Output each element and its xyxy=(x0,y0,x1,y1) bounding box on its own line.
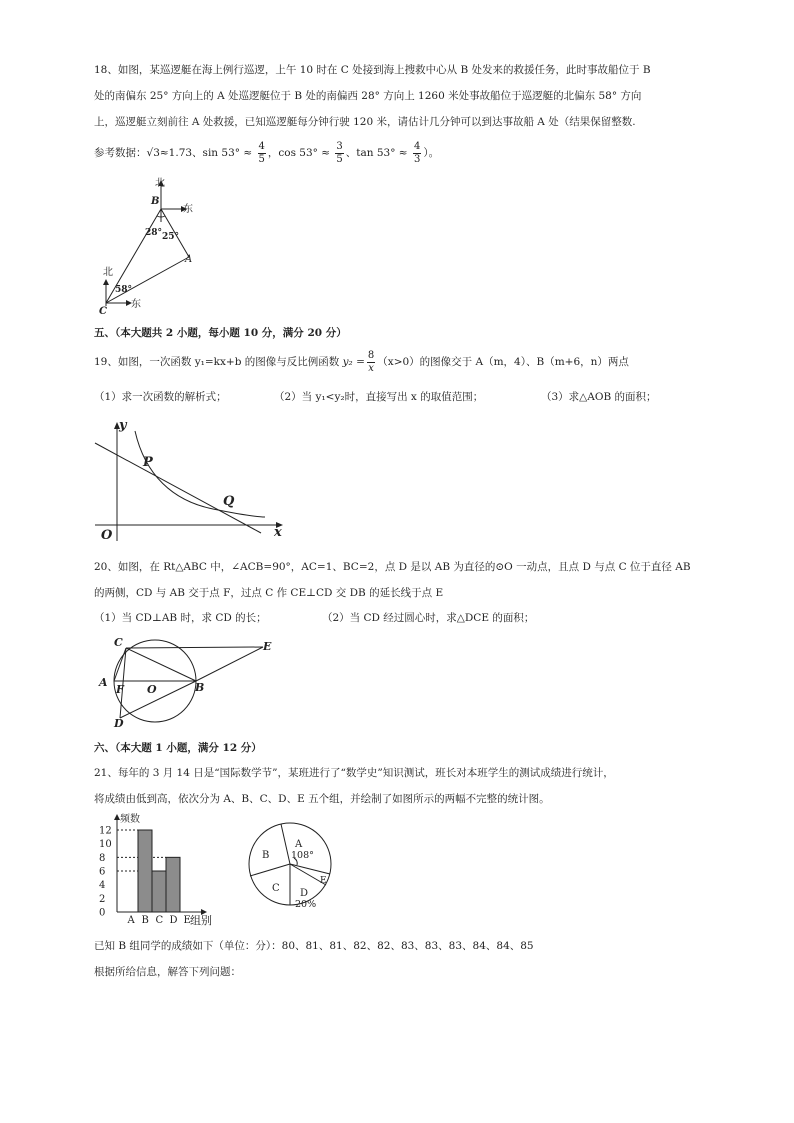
bar-D xyxy=(166,857,180,912)
point-c: C xyxy=(99,306,107,317)
pie-divider-a-e xyxy=(290,864,330,874)
origin-label: O xyxy=(101,528,113,543)
q20-line-2: 的两侧，CD 与 AB 交于点 F，过点 C 作 CE⊥CD 交 DB 的延长线于点 E xyxy=(94,587,444,599)
segment-ce xyxy=(126,647,263,648)
point-b: B xyxy=(151,196,160,207)
north-label-c: 北 xyxy=(103,267,113,278)
segment-ca xyxy=(106,257,189,303)
q18-figure xyxy=(95,178,205,318)
pie-label-e: E xyxy=(320,876,327,886)
q18-reference-data: 参考数据：√3≈1.73、sin 53° ≈ $\frac{4}{5}$ ，cos 53° ≈ $\frac{3}{5}$ 、tan 53° ≈ $\frac{4}{3}$ ）。 xyxy=(94,140,440,165)
pie-label-c: C xyxy=(272,883,280,894)
angle-58: 58° xyxy=(115,285,133,295)
q18-line-2: 处的南偏东 25° 方向上的 A 处巡逻艇位于 B 处的南偏西 28° 方向上 1260 米处事故船位于巡逻艇的北偏东 58° 方向 xyxy=(94,90,642,102)
q19-part-1: （1）求一次函数的解析式； xyxy=(94,391,227,403)
point-o: O xyxy=(147,683,157,696)
bar-x-label: 组别 xyxy=(190,914,212,927)
point-d: D xyxy=(114,717,124,730)
bar-xtick-C: C xyxy=(155,915,164,926)
bar-xtick-E: E xyxy=(183,915,191,926)
bar-ytick-0: 0 xyxy=(99,907,106,919)
bar-ytick-10: 10 xyxy=(99,839,112,851)
angle-28: 28° xyxy=(145,228,163,238)
point-a: A xyxy=(185,254,193,265)
point-p: P xyxy=(143,455,153,470)
bar-xtick-D: D xyxy=(169,915,178,926)
q19-fraction: $\frac{8}{x}$ xyxy=(367,349,375,374)
pie-divider-a-b xyxy=(281,824,290,864)
q19-part-2: （2）当 y₁<y₂时，直接写出 x 的取值范围； xyxy=(274,391,484,403)
segment-be xyxy=(196,647,263,681)
q21-pie-chart xyxy=(245,814,335,914)
bar-ytick-12: 12 xyxy=(99,825,112,837)
bar-xtick-B: B xyxy=(141,915,149,926)
pie-divider-c-b xyxy=(250,864,290,876)
point-f: F xyxy=(116,683,124,696)
q20-part-1: （1）当 CD⊥AB 时，求 CD 的长； xyxy=(94,612,267,624)
bar-xtick-A: A xyxy=(127,915,135,926)
q20-line-1: 20、如图，在 Rt△ABC 中，∠ACB=90°，AC=1、BC=2，点 D 是以 AB 为直径的⊙O 一动点，且点 D 与点 C 位于直径 AB xyxy=(94,561,691,573)
bar-y-label: 频数 xyxy=(120,814,140,825)
pie-label-d: D xyxy=(300,888,309,899)
pie-annotation-d: 20% xyxy=(295,899,317,910)
point-e: E xyxy=(263,640,272,653)
q18-line-3: 上，巡逻艇立刻前往 A 处救援，已知巡逻艇每分钟行驶 120 米，请估计几分钟可以到达事故船 A 处（结果保留整数. xyxy=(94,116,636,128)
q18-line-1: 18、如图，某巡逻艇在海上例行巡逻，上午 10 时在 C 处接到海上搜救中心从 B 处发来的救援任务，此时事故船位于 B xyxy=(94,64,651,76)
segment-db xyxy=(120,681,196,718)
section-6-heading: 六、（本大题 1 小题，满分 12 分） xyxy=(94,742,262,754)
east-label-b: 东 xyxy=(183,204,193,215)
north-label-b: 北 xyxy=(155,178,165,189)
q19-graph xyxy=(93,415,293,545)
point-c: C xyxy=(114,636,123,649)
bar-ytick-2: 2 xyxy=(99,893,106,905)
bar-ytick-6: 6 xyxy=(99,866,106,878)
q21-line-2: 将成绩由低到高，依次分为 A、B、C、D、E 五个组，并绘制了如图所示的两幅不完整的统计图。 xyxy=(94,793,550,805)
sqrt3: √3 xyxy=(146,147,160,159)
section-5-heading: 五、（本大题共 2 小题，每小题 10 分，满分 20 分） xyxy=(94,327,347,339)
sin-fraction: $\frac{4}{5}$ xyxy=(258,140,265,165)
bar-ytick-8: 8 xyxy=(99,852,106,864)
q21-line-4: 根据所给信息，解答下列问题： xyxy=(94,966,241,978)
bar-ytick-4: 4 xyxy=(99,880,106,892)
hyperbola-curve xyxy=(135,431,265,517)
bar-B xyxy=(138,830,152,912)
point-a: A xyxy=(99,676,108,689)
pie-label-b: B xyxy=(262,850,270,861)
x-axis-label: x xyxy=(274,525,282,540)
linear-function-line xyxy=(95,443,261,533)
q21-line-3: 已知 B 组同学的成绩如下（单位：分）：80、81、81、82、82、83、83、83、84、84、85 xyxy=(94,940,534,952)
pie-annotation-a: 108° xyxy=(291,850,314,861)
bar-C xyxy=(152,871,166,912)
q21-bar-chart xyxy=(93,810,223,928)
point-q: Q xyxy=(223,494,235,509)
angle-25: 25° xyxy=(162,232,180,242)
q19-part-3: （3）求△AOB 的面积； xyxy=(541,391,657,403)
q19-line-1: 19、如图，一次函数 y₁=kx+b 的图像与反比例函数 y₂ = $\frac{8}{x}$ （x>0）的图像交于 A（m，4）、B（m+6，n）两点 xyxy=(94,349,629,374)
q20-part-2: （2）当 CD 经过圆心时，求△DCE 的面积； xyxy=(322,612,535,624)
q20-figure xyxy=(95,636,280,728)
y-axis-label: y xyxy=(119,418,127,433)
cos-fraction: $\frac{3}{5}$ xyxy=(336,140,343,165)
tan-fraction: $\frac{4}{3}$ xyxy=(413,140,421,165)
east-label-c: 东 xyxy=(131,299,141,310)
pie-label-a: A xyxy=(295,839,303,850)
point-b: B xyxy=(195,681,205,694)
q21-line-1: 21、每年的 3 月 14 日是“国际数学节”，某班进行了“数学史”知识测试，班长对本班学生的测试成绩进行统计， xyxy=(94,767,614,779)
